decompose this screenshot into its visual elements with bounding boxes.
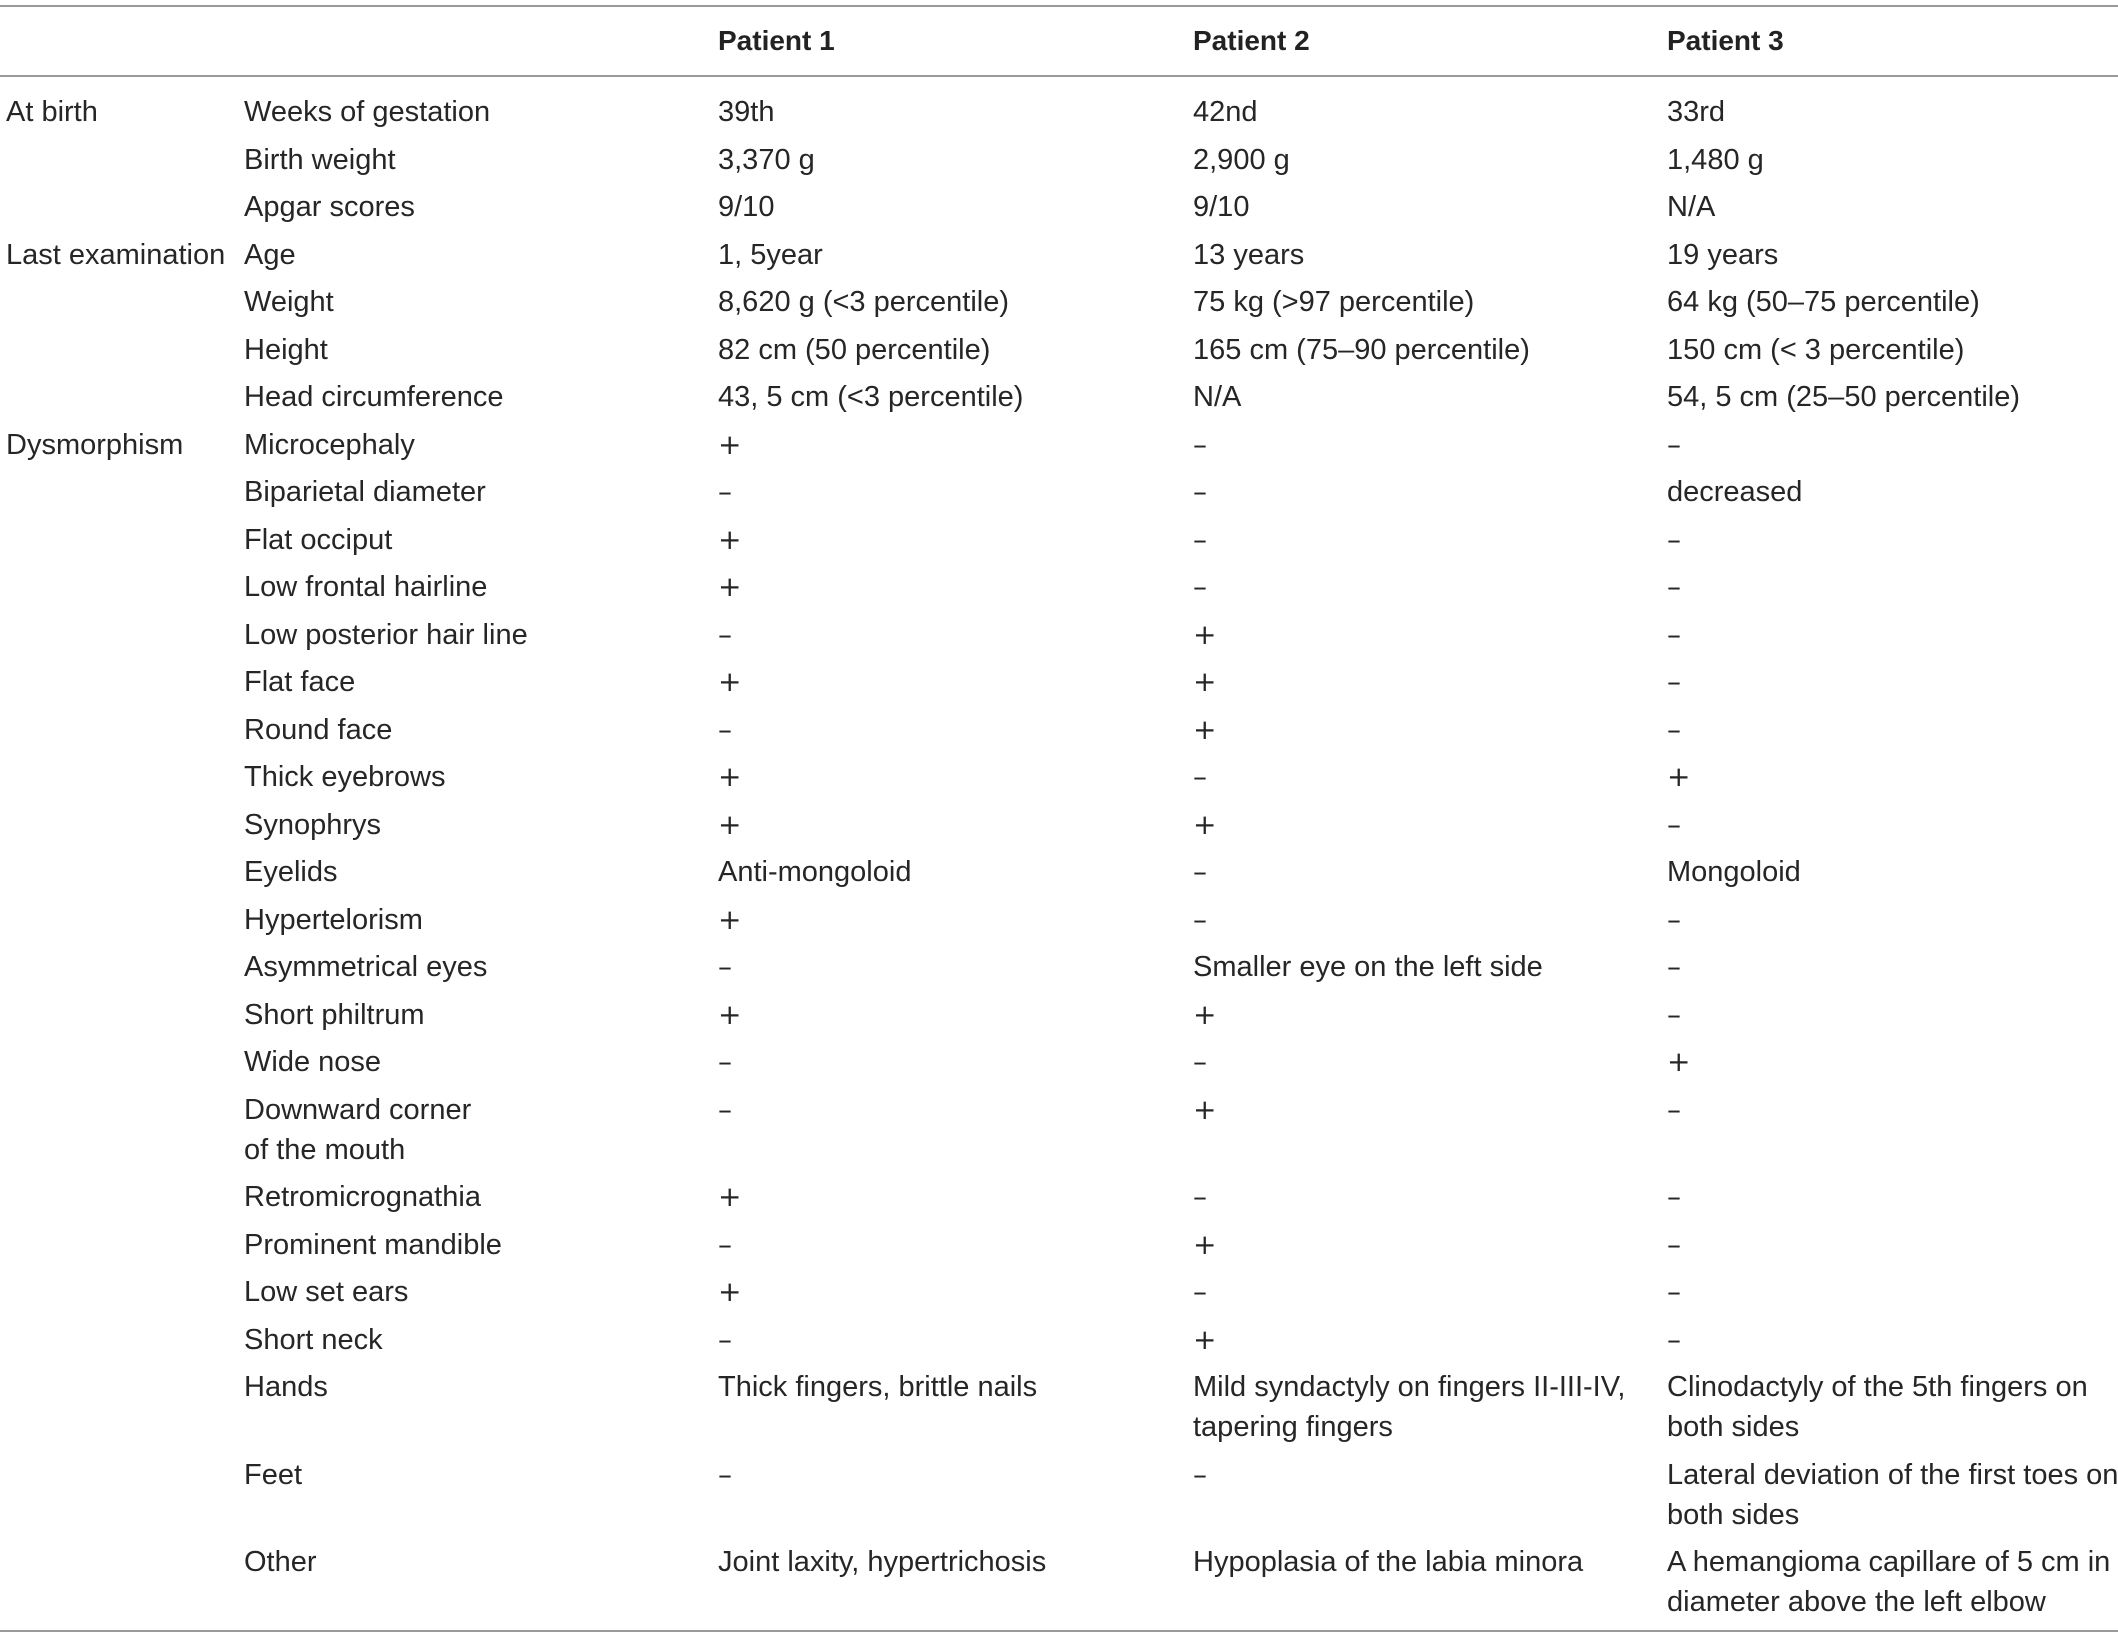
table-cell-p1: 43, 5 cm (<3 percentile) [718, 381, 1024, 413]
table-cell-p1: – [718, 1092, 732, 1126]
table-cell-p3: – [1667, 950, 1681, 983]
feature-label: Short neck [244, 1323, 383, 1356]
table-cell-p3: 19 years [1667, 238, 1779, 271]
table-cell-p3: + [1667, 1045, 1691, 1078]
table-cell-p1: – [718, 475, 732, 508]
feature-label: Hands [244, 1371, 328, 1403]
feature-label: Low frontal hairline [244, 571, 488, 603]
table-cell-p3: – [1667, 617, 1681, 651]
table-cell-p1: Anti-mongoloid [718, 856, 912, 888]
table-cell-p1: – [718, 950, 732, 983]
table-cell-p1: – [718, 1322, 732, 1356]
table-cell-p1: + [718, 760, 742, 793]
table-cell-p2: – [1193, 902, 1207, 936]
table-cell-p2: – [1193, 475, 1207, 508]
table-cell-p1: 3,370 g [718, 143, 815, 176]
table-cell-p1: 8,620 g (<3 percentile) [718, 286, 1009, 318]
table-cell-p2: tapering fingers [1193, 1411, 1393, 1443]
table-cell-p2: + [1193, 1322, 1217, 1356]
table-cell-p3: both sides [1667, 1498, 1800, 1531]
table-cell-p2: + [1193, 712, 1217, 746]
table-cell-p1: 1, 5year [718, 238, 823, 271]
table-cell-p1: + [718, 1180, 742, 1213]
feature-label: Thick eyebrows [244, 761, 446, 793]
table-cell-p1: + [718, 807, 742, 841]
table-cell-p2: Mild syndactyly on fingers II-III-IV, [1193, 1371, 1626, 1403]
table-cell-p3: – [1667, 427, 1681, 461]
table-cell-p3: – [1667, 1322, 1681, 1356]
table-cell-p2: N/A [1193, 381, 1242, 413]
table-cell-p1: + [718, 427, 742, 461]
feature-label: Birth weight [244, 143, 396, 176]
table-cell-p3: Mongoloid [1667, 856, 1801, 888]
table-cell-p3: A hemangioma capillare of 5 cm in [1667, 1546, 2111, 1578]
table-cell-p3: – [1667, 1092, 1681, 1126]
table-cell-p3: – [1667, 522, 1681, 556]
column-header-patient-2: Patient 2 [1193, 25, 1310, 56]
feature-label: Retromicrognathia [244, 1181, 481, 1213]
table-cell-p3: – [1667, 902, 1681, 936]
table-cell-p2: – [1193, 1180, 1207, 1213]
table-cell-p1: + [718, 665, 742, 698]
feature-label: Wide nose [244, 1046, 382, 1078]
table-cell-p3: 1,480 g [1667, 143, 1764, 176]
table-cell-p1: + [718, 570, 742, 603]
feature-label: Weeks of gestation [244, 96, 491, 128]
table-cell-p3: Lateral deviation of the first toes on [1667, 1458, 2118, 1491]
table-cell-p1: – [718, 1457, 732, 1491]
table-cell-p2: 165 cm (75–90 percentile) [1193, 333, 1530, 366]
feature-label: Flat face [244, 666, 356, 698]
table-cell-p1: 39th [718, 96, 775, 128]
table-cell-p3: Clinodactyly of the 5th fingers on [1667, 1371, 2088, 1403]
feature-label: Eyelids [244, 856, 338, 888]
table-cell-p1: + [718, 997, 742, 1031]
table-cell-p2: – [1193, 427, 1207, 461]
table-cell-p3: – [1667, 997, 1681, 1031]
feature-label: Age [244, 238, 296, 271]
table-cell-p2: Smaller eye on the left side [1193, 951, 1543, 983]
table-cell-p2: 42nd [1193, 96, 1258, 128]
table-cell-p2: Hypoplasia of the labia minora [1193, 1546, 1584, 1578]
section-label: Dysmorphism [6, 428, 184, 461]
table-cell-p1: 82 cm (50 percentile) [718, 333, 991, 366]
table-cell-p2: + [1193, 807, 1217, 841]
feature-label: Other [244, 1546, 317, 1578]
feature-label: Round face [244, 713, 393, 746]
feature-label: Feet [244, 1458, 303, 1491]
feature-label: Low posterior hair line [244, 618, 528, 651]
table-cell-p2: – [1193, 570, 1207, 603]
table-cell-p1: – [718, 712, 732, 746]
table-cell-p3: decreased [1667, 476, 1803, 508]
table-cell-p2: + [1193, 997, 1217, 1031]
feature-label: Flat occiput [244, 523, 393, 556]
table-cell-p3: – [1667, 712, 1681, 746]
table-cell-p3: + [1667, 760, 1691, 793]
table-cell-p3: – [1667, 1227, 1681, 1261]
table-top-rule [0, 5, 2118, 7]
table-header-rule [0, 75, 2118, 77]
table-cell-p2: + [1193, 665, 1217, 698]
feature-label: of the mouth [244, 1133, 406, 1166]
table-cell-p1: – [718, 1227, 732, 1261]
table-bottom-rule [0, 1630, 2118, 1632]
table-cell-p2: 13 years [1193, 238, 1305, 271]
feature-label: Height [244, 333, 328, 366]
table-cell-p3: – [1667, 570, 1681, 603]
table-cell-p3: 150 cm (< 3 percentile) [1667, 333, 1965, 366]
table-cell-p2: 9/10 [1193, 191, 1250, 223]
table-cell-p3: N/A [1667, 191, 1716, 223]
table-cell-p1: + [718, 522, 742, 556]
table-cell-p2: – [1193, 1045, 1207, 1078]
table-cell-p1: – [718, 1045, 732, 1078]
table-cell-p3: both sides [1667, 1411, 1800, 1443]
table-cell-p1: + [718, 1275, 742, 1308]
feature-label: Weight [244, 286, 334, 318]
feature-label: Asymmetrical eyes [244, 951, 488, 983]
table-cell-p1: + [718, 902, 742, 936]
table-cell-p2: + [1193, 1092, 1217, 1126]
table-cell-p2: – [1193, 1457, 1207, 1491]
table-cell-p2: – [1193, 855, 1207, 888]
table-cell-p3: 54, 5 cm (25–50 percentile) [1667, 381, 2021, 413]
feature-label: Prominent mandible [244, 1228, 502, 1261]
table-cell-p2: – [1193, 522, 1207, 556]
table-cell-p3: – [1667, 807, 1681, 841]
feature-label: Short philtrum [244, 998, 425, 1031]
table-cell-p3: – [1667, 1275, 1681, 1308]
table-cell-p1: Thick fingers, brittle nails [718, 1371, 1038, 1403]
section-label: At birth [6, 96, 98, 128]
feature-label: Synophrys [244, 808, 382, 841]
table-cell-p3: diameter above the left elbow [1667, 1586, 2046, 1618]
table-cell-p2: + [1193, 617, 1217, 651]
table-cell-p3: 33rd [1667, 96, 1726, 128]
table-cell-p3: – [1667, 1180, 1681, 1213]
table-cell-p2: 75 kg (>97 percentile) [1193, 286, 1475, 318]
column-header-patient-1: Patient 1 [718, 25, 835, 56]
table-cell-p1: – [718, 617, 732, 651]
table-cell-p3: – [1667, 665, 1681, 698]
table-cell-p1: Joint laxity, hypertrichosis [718, 1546, 1047, 1578]
table-cell-p2: – [1193, 1275, 1207, 1308]
feature-label: Hypertelorism [244, 903, 423, 936]
section-label: Last examination [6, 238, 226, 271]
feature-label: Low set ears [244, 1276, 409, 1308]
table-cell-p1: 9/10 [718, 191, 775, 223]
table-cell-p3: 64 kg (50–75 percentile) [1667, 286, 1980, 318]
table-cell-p2: 2,900 g [1193, 143, 1290, 176]
feature-label: Biparietal diameter [244, 476, 486, 508]
column-header-patient-3: Patient 3 [1667, 25, 1784, 56]
feature-label: Downward corner [244, 1093, 472, 1126]
feature-label: Head circumference [244, 381, 504, 413]
table-cell-p2: – [1193, 760, 1207, 793]
table-cell-p2: + [1193, 1227, 1217, 1261]
feature-label: Apgar scores [244, 191, 415, 223]
feature-label: Microcephaly [244, 428, 415, 461]
